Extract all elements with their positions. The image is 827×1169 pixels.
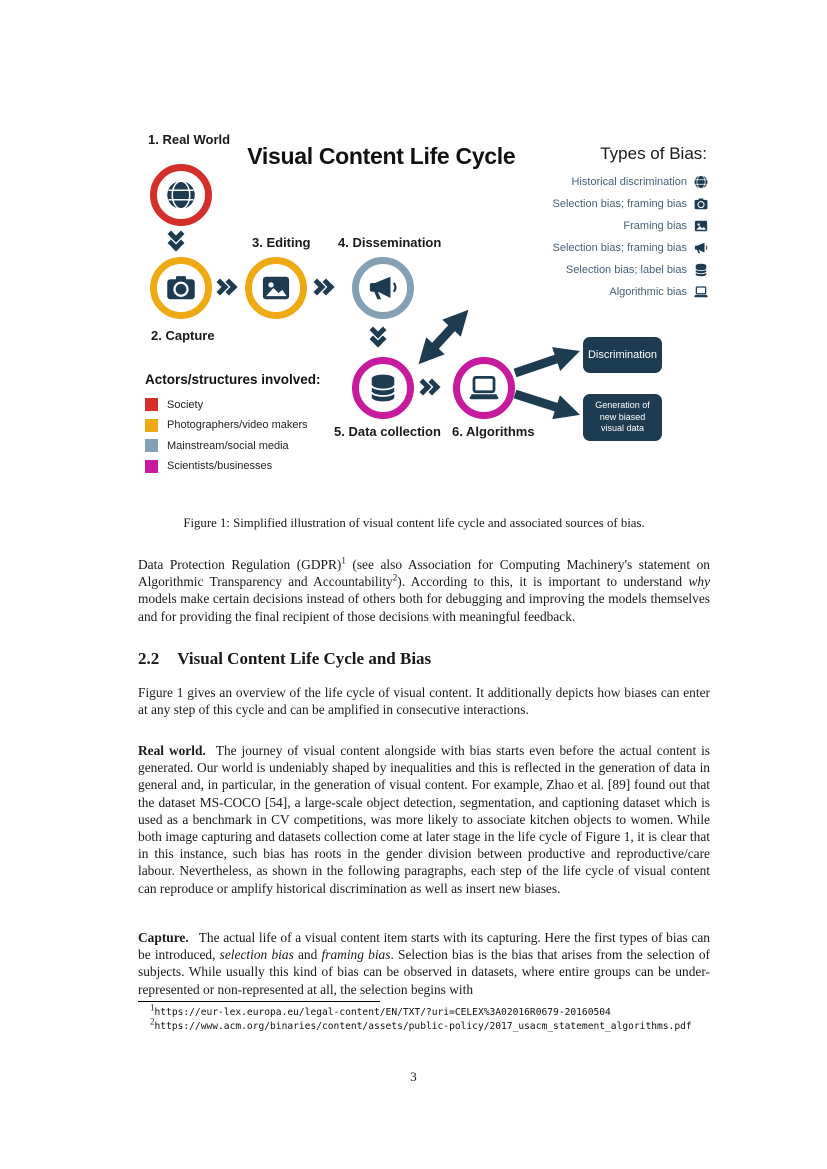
stage-label-real-world: 1. Real World <box>148 132 231 147</box>
database-icon <box>694 263 708 277</box>
bias-label: Algorithmic bias <box>609 286 687 298</box>
footnote-link-gdpr[interactable]: https://eur-lex.europa.eu/legal-content/EN/TXT/?uri=CELEX%3A02016R0679-20160504 <box>154 1007 611 1018</box>
bias-label: Selection bias; framing bias <box>552 242 687 254</box>
generation-box: Generation of new biased visual data <box>583 394 662 441</box>
section-heading <box>138 649 431 669</box>
stage-node-dissemination <box>352 257 414 319</box>
stage-label-dissemination: 4. Dissemination <box>338 235 442 250</box>
camera-icon <box>166 273 196 303</box>
megaphone-icon <box>694 241 708 255</box>
actor-label: Society <box>167 398 204 411</box>
emphasis-selection-bias: selection bias <box>219 947 294 963</box>
bias-label: Historical discrimination <box>571 176 687 188</box>
bias-legend-row <box>468 175 708 189</box>
database-icon <box>368 373 398 403</box>
section-number: 2.2 <box>138 649 160 668</box>
footnotes <box>150 1002 710 1033</box>
footnote-marker-2[interactable]: 2 <box>392 572 398 583</box>
paragraph-lead-real-world: Real world. <box>138 743 206 758</box>
actor-label: Scientists/businesses <box>167 460 273 472</box>
body-text: models make certain decisions instead of others both for debugging and improving the models themselves and for providing the final recipient of those decisions with meaningful feedback. <box>138 591 710 624</box>
actor-legend-row <box>145 439 321 452</box>
arrow-down-icon <box>170 228 182 246</box>
actor-legend-row <box>145 398 321 411</box>
image-icon <box>694 219 708 233</box>
paragraph-real-world <box>138 742 710 897</box>
globe-icon <box>166 180 196 210</box>
society-color-swatch <box>145 398 158 411</box>
figure-title: Visual Content Life Cycle <box>247 143 516 169</box>
photographers-color-swatch <box>145 419 158 432</box>
page-number: 3 <box>410 1069 417 1084</box>
footnote-rule <box>138 1001 380 1002</box>
body-text: The journey of visual content alongside with bias starts even before the actual content is generated. Our world is undeniably shaped by inequalities and this is reflected in the generation of data in general and, in particular, in the generation of visual content. For example, Zhao et al. [89] found out that the dataset MS-COCO [54], a large-scale object detection, segmentation, and captioning dataset which is used as a benchmark in CV competitions, was more likely to associate kitchen objects to women. While both image capturing and datasets collection come at later stage in the life cycle of Figure 1, it is clear that in this instance, such bias has roots in the gender division between productive and reproductive/care labour. Nevertheless, as shown in the following paragraphs, each step of the life cycle of visual content can reproduce or amplify historical discrimination as well as insert new biases. <box>138 743 711 896</box>
stage-node-data-collection <box>352 357 414 419</box>
globe-icon <box>694 175 708 189</box>
paragraph-gdpr <box>138 556 710 625</box>
body-text: Figure 1 gives an overview of the life cycle of visual content. It additionally depicts how biases can enter at any step of this cycle and can be amplified in consecutive interactions. <box>138 685 710 718</box>
figure-caption: Figure 1: Simplified illustration of visual content life cycle and associated sources of bias. <box>183 516 645 530</box>
discrimination-box: Discrimination <box>583 337 662 373</box>
camera-icon <box>694 197 708 211</box>
bias-label: Framing bias <box>623 220 687 232</box>
scientists-color-swatch <box>145 460 158 473</box>
actor-label: Mainstream/social media <box>167 439 289 452</box>
arrow-right-icon <box>311 281 329 293</box>
actors-legend-heading: Actors/structures involved: <box>145 372 321 387</box>
actor-legend-row <box>145 419 321 432</box>
footnote-number: 2 <box>150 1016 155 1026</box>
paragraph-lead-capture: Capture. <box>138 930 189 945</box>
stage-node-algorithms <box>453 357 515 419</box>
arrow-right-icon <box>417 381 435 393</box>
stage-node-real-world <box>150 164 212 226</box>
footnote-2 <box>150 1016 710 1034</box>
emphasis-why: why <box>688 574 711 590</box>
arrow-down-icon <box>372 324 384 342</box>
stage-label-capture: 2. Capture <box>151 328 215 343</box>
arrow-to-generation <box>515 394 568 411</box>
bias-legend-row <box>468 219 708 233</box>
footnote-1 <box>150 1002 710 1020</box>
stage-label-data-collection: 5. Data collection <box>334 424 441 439</box>
bias-legend-row <box>468 285 708 299</box>
bias-legend-heading: Types of Bias: <box>600 144 707 163</box>
paragraph-capture <box>138 929 710 998</box>
body-text: Data Protection Regulation (GDPR) <box>138 557 342 572</box>
stage-label-editing: 3. Editing <box>252 235 311 250</box>
laptop-icon <box>694 285 708 299</box>
emphasis-framing-bias: framing bias <box>321 947 391 963</box>
footnote-link-acm[interactable]: https://www.acm.org/binaries/content/assets/public-policy/2017_usacm_statement_algorithms.pdf <box>154 1020 692 1032</box>
actors-legend <box>145 372 321 480</box>
arrow-to-discrimination <box>515 355 568 373</box>
body-text: (see also Association for Computing Machinery's statement on Algorithmic Transparency and Accountability <box>138 557 710 590</box>
bias-label: Selection bias; framing bias <box>552 198 687 210</box>
figure-1-diagram <box>0 0 827 505</box>
arrow-right-icon <box>214 281 232 293</box>
paragraph-overview <box>138 684 710 718</box>
feedback-arrow <box>427 319 460 355</box>
bias-legend-row <box>468 241 708 255</box>
bias-legend-row <box>468 263 708 277</box>
footnote-marker-1[interactable]: 1 <box>341 555 346 566</box>
image-icon <box>261 273 291 303</box>
body-text: The actual life of a visual content item starts with its capturing. Here the first types of bias can be introduced, <box>138 930 710 963</box>
stage-label-algorithms: 6. Algorithms <box>452 424 535 439</box>
bias-label: Selection bias; label bias <box>565 264 687 276</box>
footnote-number: 1 <box>150 1002 155 1013</box>
stage-node-capture <box>150 257 212 319</box>
actor-label: Photographers/video makers <box>167 419 308 431</box>
body-text: . Selection bias is the bias that arises from the selection of subjects. While usually this kind of bias can be observed in datasets, where entire groups can be under-represented or non-represented at all, the selection begins with <box>138 947 711 997</box>
body-text: and <box>293 947 322 963</box>
media-color-swatch <box>145 439 158 452</box>
megaphone-icon <box>368 273 398 303</box>
stage-node-editing <box>245 257 307 319</box>
body-text: ). According to this, it is important to understand <box>397 574 689 590</box>
section-title: Visual Content Life Cycle and Bias <box>177 649 432 668</box>
bias-legend-row <box>468 197 708 211</box>
types-of-bias-legend <box>468 144 708 307</box>
actor-legend-row <box>145 460 321 473</box>
laptop-icon <box>469 373 499 403</box>
